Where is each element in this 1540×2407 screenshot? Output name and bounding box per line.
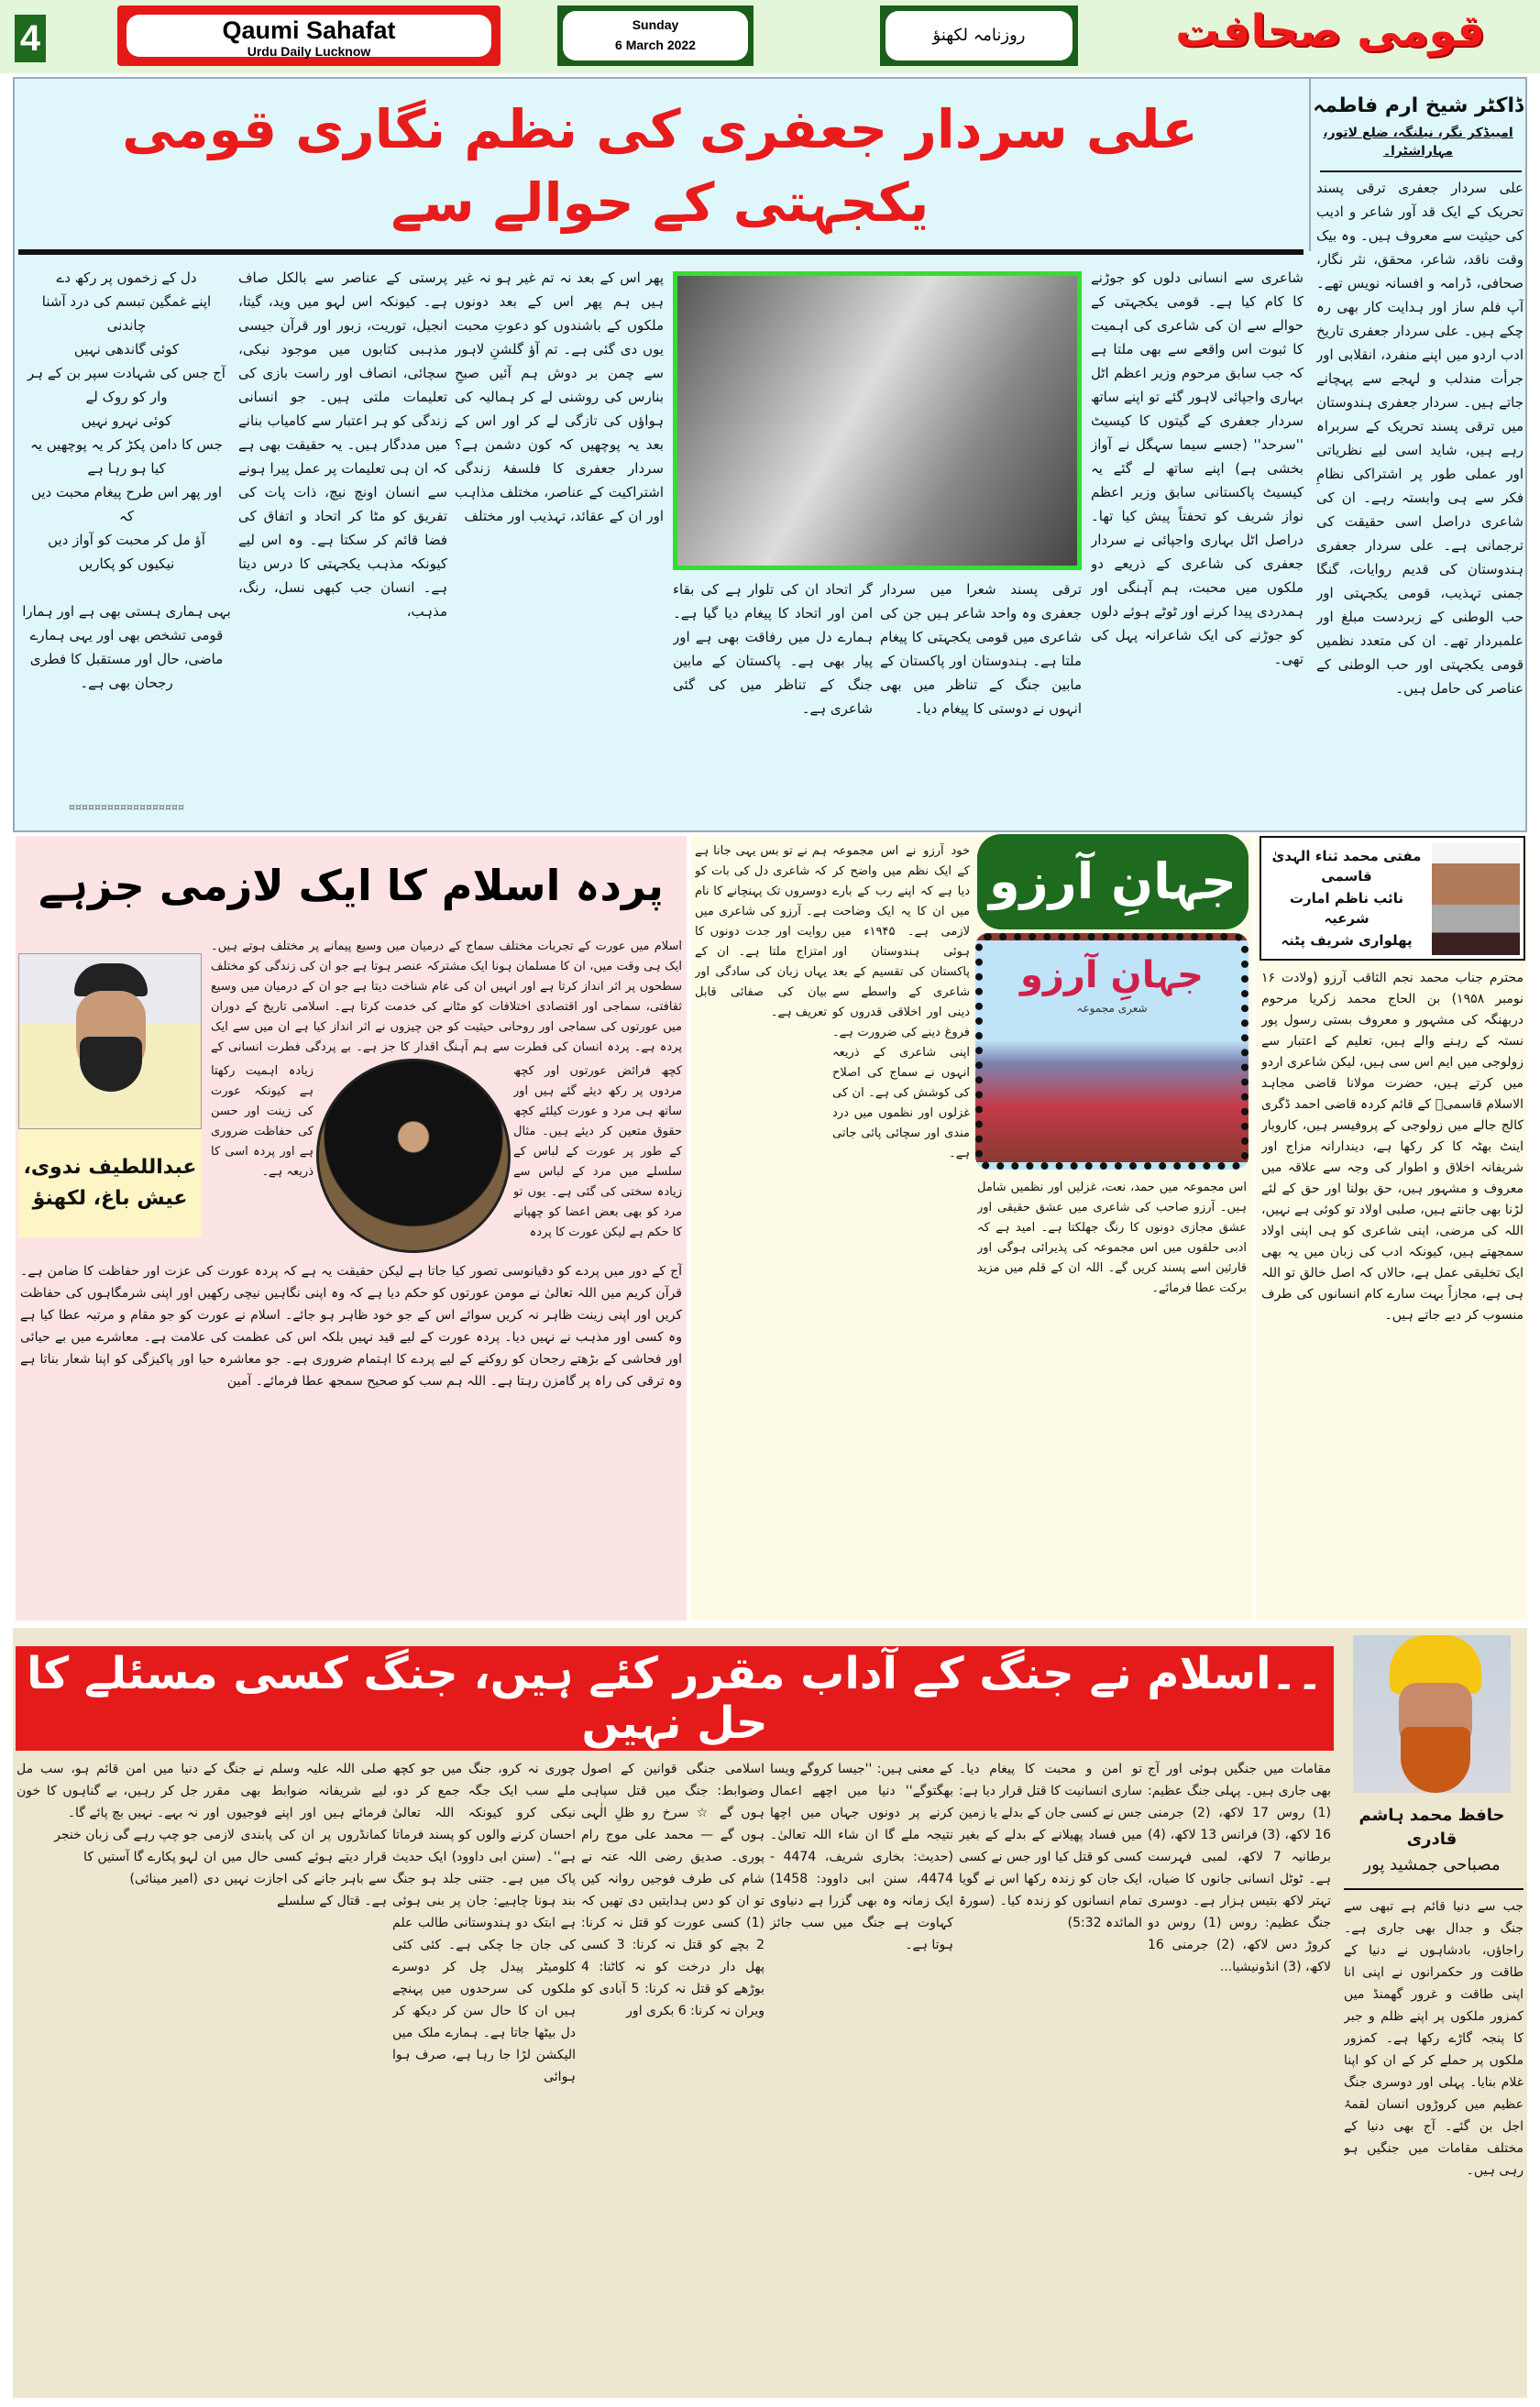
article-column: دنیا میں امن قائم ہو، سب مل جل کر رہیں، بے گناہوں کا خون نہ بہے۔ نہیں بچ پائے گا۔ جو چپ رہے گی زبان خنجر لہو پکارے گا آستیں کا (امیر مینائی) — [16, 1762, 198, 1886]
author-name: عبداللطیف ندوی، — [23, 1156, 197, 1179]
newspaper-title: Qaumi Sahafat — [222, 16, 396, 44]
divider — [1320, 170, 1522, 172]
photo-sardar-jafri — [673, 271, 1082, 570]
author-location: پھلواری شریف پٹنہ — [1281, 932, 1413, 949]
headline-sardar-jafri: علی سردار جعفری کی نظم نگاری قومی یکجہتی کے حوالے سے — [122, 98, 1198, 234]
beard — [1401, 1727, 1470, 1793]
masthead — [0, 0, 1540, 73]
photo-author-hashim-qadri — [1353, 1635, 1511, 1793]
author-location: عیش باغ، لکھنؤ — [32, 1187, 188, 1210]
author-name: حافظ محمد ہاشم قادری — [1358, 1806, 1505, 1849]
photo-niqab-woman — [316, 1059, 511, 1253]
page-number: 4 — [15, 15, 46, 62]
article-column: پھر اس کے بعد نہ تم غیر ہو نہ غیر ہیں ہم پھر اس کے بعد دونوں ملکوں کے باشندوں کو دعوتِ محبت یوں دی گئی ہے۔ تم آؤ گلشنِ لاہور سے چمن بر دوش ہم آئیں صبحِ بنارس کی روشنی لے کر ہمالیہ کی ہواؤں کی تازگی لے کر اور اس کے بعد یہ پوچھیں کہ کون دشمن ہے؟ سردار جعفری کا فلسفۂ زندگی اشتراکیت کے عناصر، مختلف مذاہب اور ان کے عقائد، تہذیب اور مختلف — [455, 269, 664, 524]
article-column: صلی اللہ علیہ وسلم نے جنگ کے لیے شریفانہ ضوابط بھی مقرر فرمائے ہیں اور اپنے فوجیوں اور کمانڈروں پر ان کی پابندی لازمی قرار دیتے ہوئے کسی حال میں ان سے باہر جانے کی اجازت نہیں دی ہے۔ قتال کے سلسلے — [204, 1762, 387, 1908]
article-column: محترم جناب محمد نجم الثاقب آرزو (ولادت ۱۶ نومبر ۱۹۵۸) بن الحاج محمد زکریا مرحوم دربھنگہ کی مشہور و معروف بستی رسول پور نستہ کے رہنے والے ہیں، تعلیم کے اعتبار سے زولوجی میں ایم اس سی ہیں، لیکن شاعری اردو میں کرتے ہیں، حضرت مولانا قاضی مجاہد الاسلام قاسمیؒ کے قائم کردہ قاضی احمد ڈگری کالج جالے میں زولوجی کے پروفیسر ہیں، کاروبار اینٹ بھٹہ کا کر رکھا ہے، دیندارانہ مزاج اور شریفانہ اخلاق و اطوار کی وجہ سے علاقہ میں معروف و مشہور ہیں، حق بولنا اور حق کے لئے لڑنا بھی جانتے ہیں، صلبی اولاد تو کوئی ہے نہیں، اللہ کی مرضی، اپنی شاعری کو ہی اپنی اولاد سمجھتے ہیں، کیونکہ ادب کی زبان میں یہ بھی ایک تخلیقی عمل ہے، حالاں کہ اصل خالق تو اللہ ہی ہے، مجازاً بہت سارے کام انسانوں کی طرف منسوب کر دیے جاتے ہیں۔ — [1261, 971, 1524, 1323]
author-name: ڈاکٹر شیخ ارم فاطمہ — [1313, 94, 1524, 117]
article-column: مقامات میں جنگیں ہوئی اور آج بھی جاری ہیں۔ پہلی جنگ عظیم: (1) روس 17 لاکھ، (2) جرمنی 16 لاکھ، (3) فرانس 13 لاکھ، (4) برطانیہ 7 لاکھ، لمبی فہرست ہے۔ ٹوٹل انسانی جانوں کا ضیاں، تہتر لاکھ بتیس ہزار ہے۔ دوسری جنگ عظیم: روس (1) روس دو کروڑ دس لاکھ، (2) جرمنی 16 لاکھ، (3) انڈونیشیا... — [1148, 1762, 1331, 1974]
roznama-label: روزنامہ لکھنؤ — [886, 11, 1072, 60]
author-name: مفتی محمد ثناء الہدیٰ قاسمی — [1271, 848, 1422, 885]
author-caption-box — [18, 1129, 202, 1237]
poem-column: دل کے زخموں پر رکھ دے اپنے غمگین تبسم کی درد آشنا چاندنی کوئی گاندھی نہیں آج جس کی شہادت سپر بن کے ہر وار کو روک لے کوئی نہرو نہیں جس کا دامن پکڑ کر یہ پوچھیں یہ کیا ہو رہا ہے اور پھر اس طرح پیغام محبت دیں کہ آؤ مل کر محبت کو آواز دیں نیکیوں کو پکاریں بہی ہماری ہستی بھی ہے اور ہمارا قومی تشخص بھی اور یہی ہمارے ماضی، حال اور مستقبل کا فطری رجحان بھی ہے۔ — [22, 269, 231, 691]
article-intro: اسلام میں عورت کے تجربات مختلف سماج کے درمیان میں وسیع پیمانے پر مختلف ہوتے ہیں۔ ایک ہی وقت میں، ان کا مسلمان ہونا ایک مشترکہ عنصر ہوتا ہے جو ان کی زندگی کو مختلف سطحوں پر اثر انداز کرتا ہے اور انہیں ان کی عام شناخت دیتا ہے جو ان کے درمیان میں وسیع ثقافتی، سماجی اور اقتصادی اختلافات کو مٹانے کی خدمت کرتا ہے۔ اسلامی تاریخ کے دوران میں عورتوں کی سماجی اور روحانی حیثیت کو جن چیزوں نے اثر انداز کیا ہے ان میں سے ایک پردہ ہے۔ پردہ انسان کی فطرت سے ہم آہنگ اقدار کا جز ہے۔ بے پردگی فطرت انسانی کے — [211, 940, 682, 1054]
article-column: پرستی کے عناصر سے بالکل صاف ہے۔ کیونکہ اس لہو میں وید، گیتا، انجیل، توریت، زبور اور قرآن جیسی مذہبی کتابوں میں موجود نیکی، سچائی، انصاف اور راست بازی کی تعلیمات ملتی ہیں۔ جو انسانی زندگی کو ہر اعتبار سے کامیاب بنانے میں مددگار ہیں۔ یہ حقیقت بھی ہے کہ ان ہی تعلیمات پر عمل پیرا ہونے سے انسان اونچ نیچ، ذات پات کی تفریق کو مٹا کر اتحاد و اتفاق کی فضا قائم کر سکتا ہے۔ وہ اس لیے کیونکہ مذہب یکجہتی کا درس دیتا ہے۔ انسان جب کبھی نسل، رنگ، مذہب، — [238, 269, 447, 620]
article-column: ہم نے تو بس یہی جانا ہے کہ شاعری دل کی بات کو دوسروں تک پہنچانے کا نام ہے۔ آرزو کی شاعری میں روایت اور جدت دونوں کا امتزاج ملتا ہے۔ ان کے یہاں زبان کی سادگی اور بیان کی صفائی قابل تعریف ہے۔ — [695, 844, 827, 1019]
article-column: کے معنی ہیں: ''جیسا کروگے ویسا بھگتوگے'' دنیا میں اچھے اعمال کرنے پر دونوں جہاں میں اچھا نتیجہ ملے گا ان شاء اللہ تعالیٰ۔ (حدیث: بخاری شریف، 4474 - 4474، سنن ابی داوود: 1458) ایک زمانہ وہ بھی گزرا ہے دنیاوی کہاوت ہے جنگ میں سب جائز ہوتا ہے۔ — [770, 1762, 953, 1952]
author-designation: نائب ناظم امارت شرعیہ — [1289, 890, 1404, 927]
photo-author-mufti — [1432, 843, 1520, 955]
title-box — [117, 5, 500, 66]
article-column: شاعری سے انسانی دلوں کو جوڑنے کا کام کیا ہے۔ قومی یکجہتی کے حوالے سے ان کی شاعری کی اہمیت کا ثبوت اس واقعے سے بھی ملتا ہے کہ جب سابق مرحوم وزیر اعظم اٹل بہاری واجپائی لاہور گئے تو اپنے ساتھ سردار جعفری کے گیتوں کا کیسیٹ ''سرحد'' (جسے سیما سہگل نے آواز بخشی ہے) اپنے ساتھ لے گئے یہ کیسیٹ پاکستانی سابق وزیر اعظم نواز شریف کو تحفتاً پیش کیا تھا۔ دراصل اٹل بہاری واجپائی نے سردار جعفری کی شاعری کے ذریعے دو ملکوں میں محبت، ہم آہنگی اور ہمدردی پیدا کرنے اور ٹوٹے ہوئے دلوں کو جوڑنے کی ایک شاعرانہ پہل کی تھی۔ — [1091, 269, 1304, 667]
book-subtitle: شعری مجموعہ — [1076, 1002, 1148, 1015]
author-text — [1265, 841, 1428, 955]
urdu-logo: قومی صحافت — [1175, 5, 1485, 57]
article-column: اس مجموعہ میں حمد، نعت، غزلیں اور نظمیں شامل ہیں۔ آرزو صاحب کی شاعری میں عشق حقیقی اور عشق مجازی دونوں کا رنگ جھلکتا ہے۔ امید ہے کہ ادبی حلقوں میں اس مجموعہ کی پذیرائی ہوگی اور قارئین اسے پسند کریں گے۔ اللہ ان کے قلم میں مزید برکت عطا فرمائے۔ — [977, 1181, 1247, 1295]
divider — [1344, 1888, 1524, 1890]
article-column: کچھ فرائض عورتوں اور کچھ مردوں پر رکھ دیئے گئے ہیں اور ساتھ ہی مرد و عورت کیلئے کچھ حقوق متعین کر دیئے ہیں۔ مثال کے طور پر عورت کے لباس کے سلسلے میں مرد کے لباس سے زیادہ سختی کی گئی ہے۔ یوں تو مرد کو بھی بعض اعضا کو چھپانے کا حکم ہے لیکن عورت کا پردہ — [513, 1064, 682, 1239]
newspaper-subtitle: Urdu Daily Lucknow — [247, 44, 371, 59]
article-body: آج کے دور میں پردے کو دقیانوسی تصور کیا جاتا ہے لیکن حقیقت یہ ہے کہ پردہ عورت کی عزت اور حفاظت کا ضامن ہے۔ قرآن کریم میں اللہ تعالیٰ نے مومن عورتوں کو حکم دیا ہے کہ وہ اپنی نگاہیں نیچی رکھیں اور اپنی شرمگاہوں کی حفاظت کریں اور اپنی زینت ظاہر نہ کریں سوائے اس کے جو خود ظاہر ہو جائے۔ اسلام نے عورت کو جو مقام و مرتبہ عطا کیا ہے وہ کسی اور مذہب نے نہیں دیا۔ پردہ عورت کے لیے قید نہیں بلکہ اس کی عظمت کی علامت ہے۔ معاشرے میں بے حیائی اور فحاشی کے بڑھتے رجحان کو روکنے کے لیے پردے کا اہتمام ضروری ہے۔ جو معاشرہ حیا اور پاکیزگی کو اپنا شعار بناتا ہے وہ ترقی کی راہ پر گامزن رہتا ہے۔ اللہ ہم سب کو صحیح سمجھ عطا فرمائے۔ آمین — [20, 1264, 682, 1389]
article-column: گر اتحاد ان کی تلوار ہے کی بقاء امن اور اتحاد کا پیغام دیا گیا ہے۔ ہمارے دل میں رفاقت بھی ہے اور پیار بھی ہے۔ پاکستان کے مابین جنگ کے تناظر میں کی گئی شاعری ہے۔ — [673, 581, 873, 717]
section-title: جہانِ آرزو — [977, 834, 1248, 929]
book-title: جہانِ آرزو — [1020, 954, 1204, 996]
article-column: تو امن و محبت کا پیغام دیا۔ ساری انسانیت کا قتل قرار دیا ہے: جس نے کسی جان کے بدلے یا زمین میں فساد پھیلانے کے بدلے کے بغیر کسی کو قتل کیا اور جس نے کسی ایک جان کو زندہ رکھا اس نے گویا تمام انسانوں کو زندہ کیا۔ (سورۃ المائدہ 5:32) — [959, 1762, 1142, 1930]
beard — [80, 1037, 142, 1092]
author-box — [1260, 836, 1525, 961]
divider — [1309, 77, 1311, 251]
author-location: امبیڈکر نگر، نیلنگہ، ضلع لاتور، مہاراشٹرا۔ — [1323, 126, 1513, 159]
day-label: Sunday — [632, 17, 679, 32]
book-cover — [975, 933, 1248, 1170]
headline-purdah: پردہ اسلام کا ایک لازمی جزہے — [38, 861, 664, 910]
date-label: 6 March 2022 — [615, 38, 696, 52]
article-column: خود آرزو نے اس مجموعہ کے ایک نظم میں واضح کر دیا ہے کہ اپنے رب کے بارے میں ان کا یہ ایک وضاحت لازمی ہے۔ ۱۹۴۵ء میں ہوئی ہندوستان اور پاکستان کی تقسیم کے بعد شاعری کے واسطے سے دینی اور اخلاقی قدروں کو فروغ دینے کی ضرورت ہے۔ اپنی شاعری کے ذریعہ انہوں نے سماج کی اصلاح کی کوشش کی ہے۔ ان کی غزلوں اور نظموں میں درد مندی اور سچائی پائی جاتی ہے۔ — [832, 844, 970, 1160]
separator: ¤¤¤¤¤¤¤¤¤¤¤¤¤¤¤¤¤¤ — [69, 801, 184, 813]
article-column: اسلامی جنگی قوانین کے اصول وضوابط: جنگ میں قتل سپاہی ہوں گے ☆ سرخ رو ظلِ الٰہی ہوں گے — محمد علی موج رام پوری۔ صدیق رضی اللہ عنہ نے شام کی طرف فوجیں روانہ کیں تو ان کو دس ہدایتیں دی تھیں کہ (1) کسی عورت کو قتل نہ کرنا: 2 بچے کو قتل نہ کرنا: 3 کسی پھل دار درخت کو نہ کاٹنا: 4 بوڑھے کو قتل نہ کرنا: 5 آبادی کو ویران نہ کرنا: 6 بکری اور — [581, 1762, 764, 2018]
article-column: چوری نہ کرو، جنگ میں جو کچھ ملے سب ایک جگہ جمع کر دو، نیکی کرو کیونکہ اللہ تعالیٰ احسان کرنے والوں کو پسند فرماتا ہے''۔ (سنن ابی داوود) ایک حدیث پاک میں ہے۔ جتنی جلد ہو جنگ بند ہونا چاہیے: جان پر بنی ہوئی ہے ابتک دو ہندوستانی طالب علم کی جان جا چکی ہے۔ کئی کئی کلومیٹر پیدل چل کر دوسرے ملکوں کی سرحدوں میں پہنچے ہیں ان کا حال سن کر دیکھ کر دل بیٹھا جاتا ہے۔ ہمارے ملک میں الیکشن لڑا جا رہا ہے، صرف ہوا ہوائی — [392, 1762, 576, 2084]
article-column: زیادہ اہمیت رکھتا ہے کیونکہ عورت کی زینت اور حسن کی حفاظت ضروری ہے اور پردہ اسی کا ذریعہ ہے۔ — [211, 1064, 314, 1179]
author-block — [1340, 1795, 1524, 1886]
author-location: مصباحی جمشید پور — [1363, 1855, 1501, 1874]
author-block — [1313, 84, 1524, 169]
article-column: جب سے دنیا قائم ہے تبھی سے جنگ و جدال بھی جاری ہے۔ راجاؤں، بادشاہوں نے دنیا کے طاقت ور حکمرانوں نے اپنی انا اپنی طاقت و غرور گھمنڈ میں کمزور ملکوں پر اپنے ظلم و جبر کا پنجہ گاڑے رکھا ہے۔ کمزور ملکوں پر حملے کر کے ان کو اپنا غلام بنایا۔ پہلی اور دوسری جنگ عظیم میں کروڑوں انسان لقمۂ اجل بن گئے۔ آج بھی دنیا کے مختلف مقامات میں جنگیں ہو رہی ہیں۔ — [1344, 1899, 1524, 2178]
headline-rule — [18, 249, 1304, 255]
article-column: ترقی پسند شعرا میں سردار جعفری وہ واحد شاعر ہیں جن کی شاعری میں قومی یکجہتی کا پیغام ملتا ہے۔ ہندوستان اور پاکستان کے مابین جنگ کے تناظر میں بھی انہوں نے دوستی کا پیغام دیا۔ — [880, 581, 1082, 717]
photo-author-abdul-latif — [18, 953, 202, 1129]
date-box — [557, 5, 754, 66]
roznama-box — [880, 5, 1078, 66]
headline-war-etiquette: ۔۔اسلام نے جنگ کے آداب مقرر کئے ہیں، جنگ کسی مسئلے کا حل نہیں — [16, 1646, 1334, 1751]
article-column: علی سردار جعفری ترقی پسند تحریک کے ایک قد آور شاعر و ادیب کی حیثیت سے معروف ہیں۔ وہ بیک وقت ناقد، شاعر، محقق، نثر نگار، صحافی، ڈرامہ و افسانہ نویس تھے۔ آپ فلم ساز اور ہدایت کار بھی رہ چکے ہیں۔ علی سردار جعفری تاریخ ادب اردو میں اپنے منفرد، انقلابی اور جرأت مندلب و لہجے سے پہچانے جاتے ہیں۔ سردار جعفری ہندوستان میں ترقی پسند تحریک کے سربراہ رہے ہیں، شاید اسی لیے نظریاتی اور عملی طور پر اشتراکی نظامِ فکر سے ہی وابستہ رہے۔ ان کی شاعری دراصل اسی حقیقت کی ترجمانی ہے۔ علی سردار جعفری ہندوستان کی قدیم روایات، گنگا جمنی تہذیب، قومی یکجہتی اور حب الوطنی کے زبردست مبلغ اور علمبردار تھے۔ ان کی متعدد نظمیں قومی یکجہتی اور حب الوطنی کے عناصر کی حامل ہیں۔ — [1316, 180, 1524, 697]
